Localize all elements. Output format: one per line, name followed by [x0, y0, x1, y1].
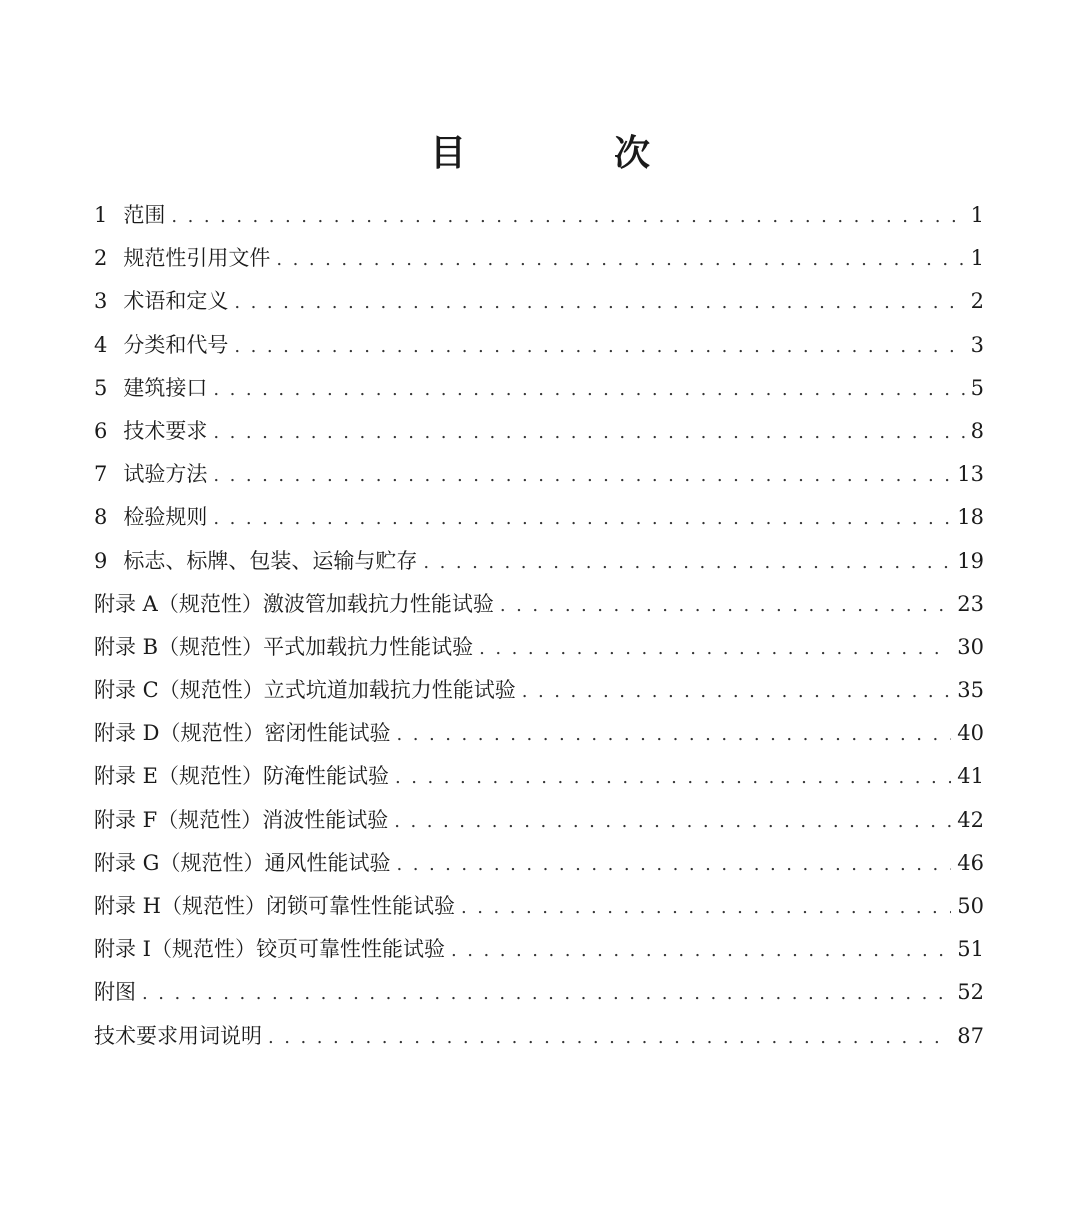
appendix-label: 附录 D [94, 721, 160, 746]
page-title: 目 次 [429, 133, 706, 174]
toc-leader-dots [234, 281, 964, 324]
appendix-type: （规范性） [157, 807, 263, 832]
appendix-label: 附录 G [94, 850, 160, 875]
toc-entry-title: 通风性能试验 [264, 850, 391, 875]
toc-page-number: 13 [957, 462, 984, 487]
toc-entry-title: 检验规则 [123, 505, 208, 530]
toc-entry-title: 分类和代号 [123, 332, 229, 357]
toc-entry-2[interactable] [94, 237, 984, 280]
toc-leader-dots [213, 454, 951, 497]
toc-appendix-i[interactable] [94, 928, 984, 971]
appendix-label: 附录 I [94, 937, 151, 962]
appendix-type: （规范性） [150, 937, 256, 962]
toc-entry-3[interactable] [94, 280, 984, 323]
toc-entry-title: 闭锁可靠性性能试验 [266, 894, 455, 918]
appendix-label: 附录 E [94, 764, 159, 789]
toc-entry-8[interactable] [94, 496, 984, 539]
toc-page-number: 51 [957, 937, 984, 962]
appendix-type: （规范性） [157, 591, 263, 616]
toc-entry-title: 密闭性能试验 [264, 721, 391, 746]
toc-entry-title: 立式坑道加载抗力性能试验 [263, 678, 516, 703]
toc-entry-number: 4 [94, 332, 108, 357]
toc-page-number: 1 [970, 203, 984, 227]
toc-leader-dots [500, 584, 951, 627]
toc-appendix-b[interactable] [94, 626, 984, 669]
toc-entry-number: 1 [94, 203, 108, 227]
toc-leader-dots [213, 497, 951, 540]
toc-page-number: 35 [957, 678, 984, 703]
toc-appendix-c[interactable] [94, 669, 984, 712]
toc-entry-title: 范围 [123, 203, 166, 227]
appendix-type: （规范性） [159, 850, 265, 875]
toc-entry-title: 消波性能试验 [262, 807, 389, 832]
appendix-label: 附录 C [94, 678, 159, 703]
toc-entry-title: 防淹性能试验 [263, 764, 390, 789]
toc-entry-number: 9 [94, 548, 108, 573]
toc-entry-title: 技术要求用词说明 [94, 1023, 262, 1048]
toc-page-number: 8 [970, 418, 984, 443]
toc-page-number: 30 [957, 634, 984, 659]
toc-appendix-e[interactable] [94, 755, 984, 798]
toc-page-number: 2 [970, 289, 984, 314]
toc-page-number: 1 [970, 246, 984, 271]
toc-appendix-d[interactable] [94, 712, 984, 755]
toc-entry-title: 附图 [94, 980, 136, 1005]
toc-leader-dots [479, 627, 951, 670]
toc-leader-dots [451, 929, 951, 972]
toc-entry-5[interactable] [94, 367, 984, 410]
toc-entry-1[interactable] [94, 194, 984, 237]
toc-entry-number: 7 [94, 462, 108, 487]
toc-leader-dots [397, 713, 952, 756]
toc-leader-dots [213, 411, 964, 454]
toc-entry-title: 试验方法 [123, 462, 208, 487]
toc-entry-4[interactable] [94, 324, 984, 367]
toc-entry-9[interactable] [94, 540, 984, 583]
toc-list [94, 194, 984, 1058]
toc-entry-title: 铰页可靠性性能试验 [255, 937, 445, 962]
toc-page-number: 23 [957, 591, 984, 616]
appendix-type: （规范性） [161, 894, 266, 918]
toc-entry-7[interactable] [94, 453, 984, 496]
toc-entry-title: 术语和定义 [123, 289, 229, 314]
toc-page-number: 3 [970, 332, 984, 357]
toc-appendix-f[interactable] [94, 799, 984, 842]
toc-leader-dots [423, 541, 951, 584]
toc-entry-number: 8 [94, 505, 108, 530]
toc-entry-wording[interactable] [94, 1015, 984, 1058]
toc-leader-dots [213, 368, 964, 411]
toc-entry-6[interactable] [94, 410, 984, 453]
appendix-label: 附录 H [94, 894, 161, 918]
toc-appendix-a[interactable] [94, 583, 984, 626]
toc-entry-title: 平式加载抗力性能试验 [263, 634, 474, 659]
toc-entry-title: 建筑接口 [123, 375, 208, 400]
toc-entry-title: 技术要求 [123, 418, 208, 443]
toc-leader-dots [522, 670, 952, 713]
appendix-label: 附录 B [94, 634, 159, 659]
appendix-type: （规范性） [159, 721, 265, 746]
toc-page-number: 52 [957, 980, 984, 1005]
appendix-type: （规范性） [158, 678, 264, 703]
appendix-type: （规范性） [158, 634, 264, 659]
toc-leader-dots [268, 1016, 951, 1059]
toc-page-number: 5 [970, 375, 984, 400]
toc-page-number: 50 [957, 894, 984, 918]
toc-leader-dots [142, 972, 951, 1015]
toc-page-number: 87 [957, 1023, 984, 1048]
toc-entry-number: 5 [94, 375, 108, 400]
toc-entry-title: 规范性引用文件 [123, 246, 271, 271]
toc-entry-figures[interactable] [94, 971, 984, 1014]
appendix-label: 附录 A [94, 591, 158, 616]
toc-entry-number: 6 [94, 418, 108, 443]
toc-entry-title: 激波管加载抗力性能试验 [262, 591, 494, 616]
toc-page-number: 46 [957, 850, 984, 875]
toc-leader-dots [396, 843, 951, 886]
toc-leader-dots [461, 886, 951, 929]
appendix-type: （规范性） [158, 764, 264, 789]
toc-leader-dots [394, 800, 951, 843]
toc-appendix-g[interactable] [94, 842, 984, 885]
toc-page-number: 40 [957, 721, 984, 746]
appendix-label: 附录 F [94, 807, 158, 832]
toc-leader-dots [395, 756, 951, 799]
toc-page-number: 19 [957, 548, 984, 573]
toc-entry-title: 标志、标牌、包装、运输与贮存 [123, 548, 418, 573]
toc-leader-dots [276, 238, 964, 281]
toc-leader-dots [234, 325, 964, 368]
toc-page-number: 41 [957, 764, 984, 789]
toc-leader-dots [171, 195, 964, 238]
toc-page-number: 42 [957, 807, 984, 832]
toc-entry-number: 3 [94, 289, 108, 314]
toc-appendix-h[interactable] [94, 885, 984, 928]
toc-page-number: 18 [957, 505, 984, 530]
toc-entry-number: 2 [94, 246, 108, 271]
